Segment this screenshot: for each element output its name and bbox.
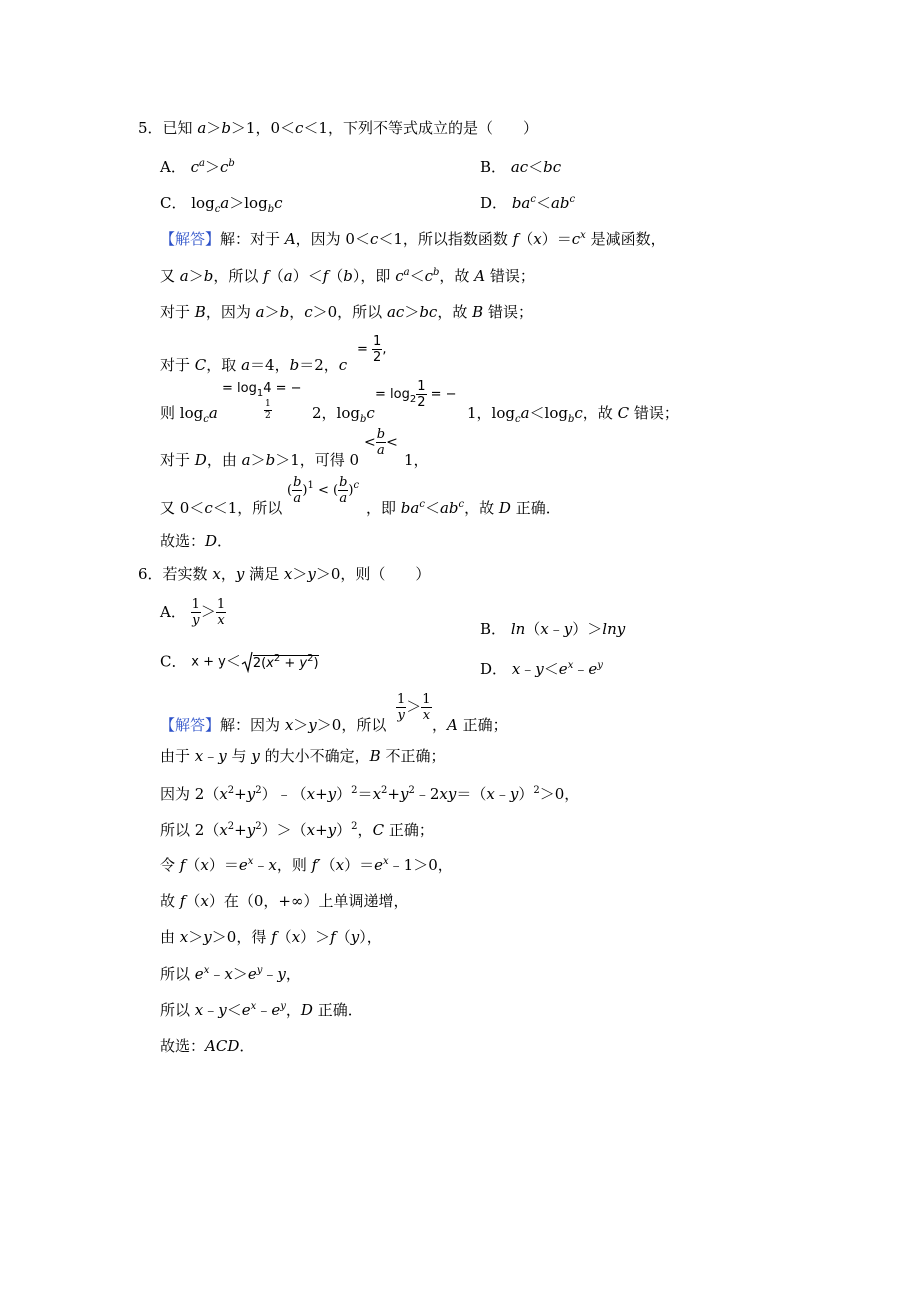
q6-option-a[interactable]: A． $\frac{1}{y}$ ＞ $\frac{1}{x}$ [160, 597, 226, 628]
q6-solution-line-6: 故 f（x）在（0，+∞）上单调递增， [160, 892, 409, 910]
q5-stem: 5．已知 a＞b＞1，0＜c＜1，下列不等式成立的是（ ） [138, 119, 538, 137]
q5-b-over-a-ineq: < $\frac{b}{a}$ < [364, 427, 398, 458]
q5-solution-line-5: 则 $\log_ca$ [160, 404, 218, 425]
q6-solution-line-9: 所以 $x﹣y<e^x﹣e^y$，D 正确． [160, 1001, 363, 1019]
q6-solution-line-1: 【解答】解：因为 x＞y＞0，所以 [160, 716, 387, 734]
q5-c-equals-half: = $\frac{1}{2}$ , [357, 334, 387, 365]
solution-tag: 【解答】 [160, 230, 221, 248]
q6-answer: 故选：ACD． [160, 1037, 255, 1055]
q5-solution-line-4: 对于 C，取 a＝4，b＝2，c [160, 356, 348, 374]
q5-power-ineq: ( $\frac{b}{a}$ )$^1$ < ( $\frac{b}{a}$ )$^c$ [287, 475, 360, 506]
q5-log-half-4: = $\log_14$ = − [222, 381, 302, 399]
q6-option-c[interactable]: C． $x + y< 2(x^2 + y^2)$ [160, 651, 319, 673]
q6-option-d[interactable]: D． $x﹣y<e^x﹣e^y$ [480, 660, 603, 678]
sqrt-symbol: $2(x^2 + y^2)$ [241, 651, 319, 673]
q5-solution-line-1: 【解答】解：对于 A，因为 0＜c＜1，所以指数函数 $f(x)=c^x$ 是减函数， [160, 230, 666, 248]
q5-solution-line-7b: ，即 $ba^c<ab^c$，故 D 正确． [366, 499, 561, 517]
q5-solution-line-5c: 1，$\log_ca<\log_bc$，故 C 错误； [467, 404, 679, 425]
q6-solution-line-2: 由于 x﹣y 与 y 的大小不确定，B 不正确； [160, 747, 446, 765]
q6-stem: 6．若实数 x，y 满足 x＞y＞0，则（ ） [138, 565, 431, 583]
q6-solution-line-7: 由 x＞y＞0，得 f（x）＞f（y）， [160, 928, 382, 946]
q5-option-b[interactable]: B． ac＜bc [480, 158, 562, 176]
q5-solution-line-7: 又 0＜c＜1，所以 [160, 499, 283, 517]
q6-solution-line-5: 令 $f(x)=e^x﹣x$，则 $f'(x)=e^x﹣1>0$， [160, 856, 453, 874]
q6-solution-line-4: 所以 $2(x^2+y^2)>(x+y)^2$，C 正确； [160, 821, 434, 839]
q6-option-b[interactable]: B． ln（x﹣y）＞lny [480, 620, 626, 638]
q6-solution-line-1b: ，A 正确； [432, 716, 508, 734]
q5-solution-line-2: 又 a＞b，所以 f（a）＜f（b），即 $c^a<c^b$，故 A 错误； [160, 267, 535, 285]
q5-log2-half: = $\log_2$ $\frac{1}{2}$ = − [375, 379, 457, 410]
q6-recip-ineq: $\frac{1}{y}$ ＞ $\frac{1}{x}$ [397, 692, 431, 723]
q5-solution-line-3: 对于 B，因为 a＞b，c＞0，所以 ac＞bc，故 B 错误； [160, 303, 533, 321]
q6-solution-line-8: 所以 $e^x﹣x>e^y﹣y$， [160, 965, 301, 983]
solution-tag: 【解答】 [160, 716, 221, 734]
q5-option-a[interactable]: A． $c^a>c^b$ [160, 158, 235, 176]
q5-log-base-half: $\frac{1}{2}$ [265, 399, 271, 421]
q5-option-d[interactable]: D． $ba^c<ab^c$ [480, 194, 576, 212]
q5-solution-line-6: 对于 D，由 a＞b＞1，可得 0 [160, 451, 360, 469]
q5-answer: 故选：D． [160, 532, 233, 550]
q5-solution-line-6b: 1， [404, 451, 429, 469]
q5-option-c[interactable]: C． $\log_ca>\log_bc$ [160, 194, 283, 215]
q5-solution-line-5b: 2，$\log_bc$ [312, 404, 375, 425]
q6-solution-line-3: 因为 $2(x^2+y^2)﹣(x+y)^2=x^2+y^2﹣2xy=(x﹣y)^2>0$， [160, 785, 580, 803]
